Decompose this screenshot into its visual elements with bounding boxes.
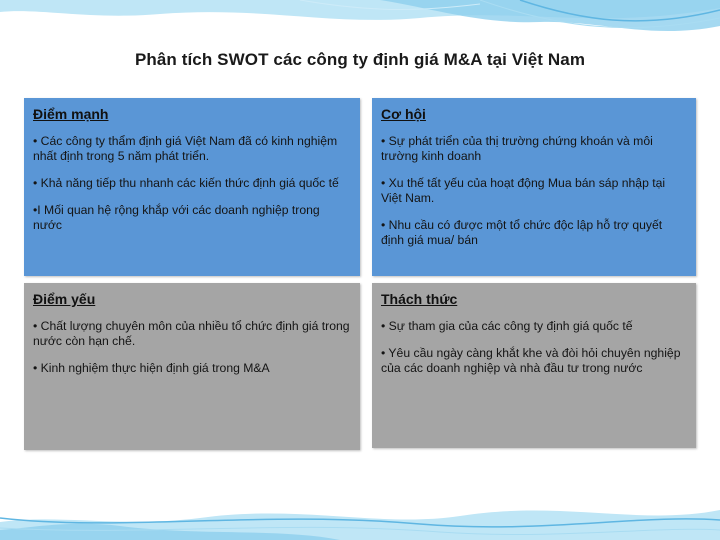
threat-item: • Sự tham gia của các công ty định giá quốc tế <box>381 319 633 333</box>
strengths-heading: Điểm mạnh <box>33 106 109 122</box>
strength-item: •I Mối quan hệ rộng khắp với các doanh nghiệp trong nước <box>33 203 320 232</box>
opportunities-quadrant <box>372 98 696 276</box>
threats-list <box>381 319 688 376</box>
weaknesses-quadrant <box>24 283 360 450</box>
bottom-wave-decoration <box>0 470 720 540</box>
weaknesses-heading: Điểm yếu <box>33 291 96 307</box>
strengths-list <box>33 134 352 233</box>
weakness-item: • Kinh nghiệm thực hiện định giá trong M&A <box>33 361 270 375</box>
weakness-item: • Chất lượng chuyên môn của nhiều tổ chức định giá trong nước còn hạn chế. <box>33 319 350 348</box>
strength-item: • Khả năng tiếp thu nhanh các kiến thức định giá quốc tế <box>33 176 339 190</box>
weaknesses-list <box>33 319 352 376</box>
strengths-quadrant <box>24 98 360 276</box>
threats-heading: Thách thức <box>381 291 458 307</box>
threat-item: • Yêu cầu ngày càng khắt khe và đòi hỏi chuyên nghiệp của các doanh nghiệp và nhà đầu tư trong nước <box>381 346 681 375</box>
opportunity-item: • Sự phát triển của thị trường chứng khoán và môi trường kinh doanh <box>381 134 653 163</box>
opportunity-item: • Xu thế tất yếu của hoạt động Mua bán sáp nhập tại Việt Nam. <box>381 176 666 205</box>
opportunities-list <box>381 134 688 248</box>
opportunity-item: • Nhu cầu có được một tổ chức độc lập hỗ trợ quyết định giá mua/ bán <box>381 218 663 247</box>
threats-quadrant <box>372 283 696 448</box>
strength-item: • Các công ty thẩm định giá Việt Nam đã có kinh nghiệm nhất định trong 5 năm phát triển. <box>33 134 338 163</box>
slide-title: Phân tích SWOT các công ty định giá M&A tại Việt Nam <box>134 50 586 69</box>
opportunities-heading: Cơ hội <box>381 106 426 122</box>
